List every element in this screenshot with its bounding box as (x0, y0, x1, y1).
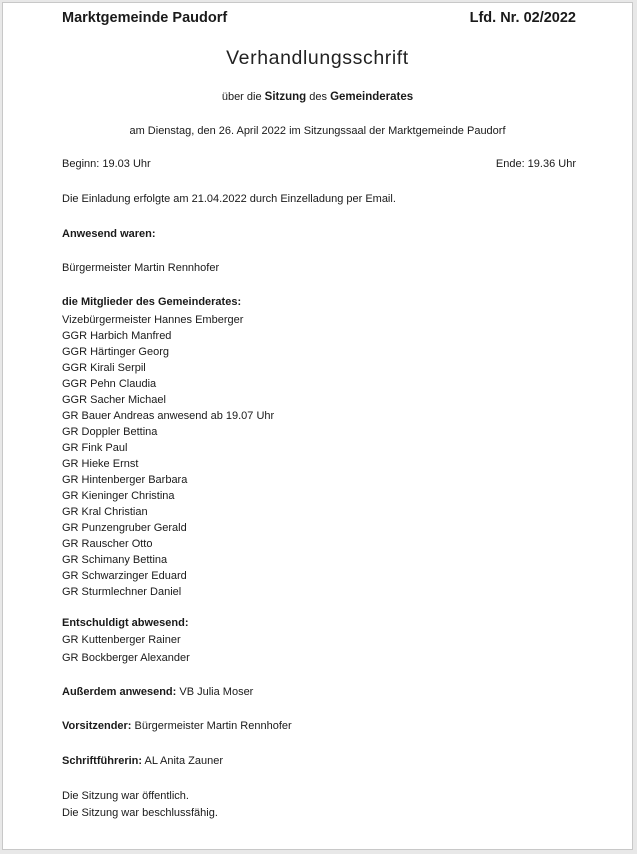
quorum-note: Die Sitzung war beschlussfähig. (62, 807, 218, 819)
document-page (2, 2, 633, 850)
member-item: GGR Sacher Michael (62, 394, 166, 406)
member-item: GR Doppler Bettina (62, 426, 158, 438)
member-item: Vizebürgermeister Hannes Emberger (62, 314, 244, 326)
member-item: GR Rauscher Otto (62, 538, 153, 550)
member-item: GR Sturmlechner Daniel (62, 586, 182, 598)
excused-item: GR Bockberger Alexander (62, 652, 190, 664)
present-heading: Anwesend waren: (62, 228, 156, 240)
document-title: Verhandlungsschrift (226, 47, 409, 69)
member-item: GR Bauer Andreas anwesend ab 19.07 Uhr (62, 410, 275, 422)
member-item: GR Schimany Bettina (62, 554, 168, 566)
subtitle-prefix: über die (221, 91, 262, 103)
member-item: GR Schwarzinger Eduard (62, 570, 187, 582)
members-list (62, 313, 274, 601)
member-item: GGR Pehn Claudia (62, 378, 157, 390)
member-item: GR Hintenberger Barbara (62, 474, 188, 486)
member-item: GR Kieninger Christina (62, 490, 175, 502)
subtitle-word-sitzung: Sitzung (264, 91, 307, 103)
reference-number: Lfd. Nr. 02/2022 (469, 10, 576, 26)
end-time: Ende: 19.36 Uhr (495, 158, 576, 170)
member-item: GR Punzengruber Gerald (62, 522, 187, 534)
public-note: Die Sitzung war öffentlich. (62, 790, 189, 802)
secretary-line (62, 754, 223, 768)
document-subtitle (3, 91, 632, 103)
member-item: GR Kral Christian (62, 506, 148, 518)
invitation-note: Die Einladung erfolgte am 21.04.2022 durch Einzelladung per Email. (62, 193, 396, 205)
session-date-location: am Dienstag, den 26. April 2022 im Sitzungssaal der Marktgemeinde Paudorf (129, 125, 506, 137)
also-present-line (62, 685, 253, 699)
secretary-value: AL Anita Zauner (144, 755, 223, 767)
member-item: GGR Harbich Manfred (62, 330, 172, 342)
chair-line (62, 719, 292, 733)
subtitle-middle: des (309, 91, 327, 103)
member-item: GR Hieke Ernst (62, 458, 139, 470)
chair-label: Vorsitzender: (62, 720, 132, 732)
excused-item: GR Kuttenberger Rainer (62, 634, 181, 646)
chair-value: Bürgermeister Martin Rennhofer (134, 720, 292, 732)
also-present-value: VB Julia Moser (179, 686, 254, 698)
mayor-name: Bürgermeister Martin Rennhofer (62, 262, 220, 274)
also-present-label: Außerdem anwesend: (62, 686, 177, 698)
excused-heading: Entschuldigt abwesend: (62, 617, 189, 629)
municipality-name: Marktgemeinde Paudorf (62, 10, 228, 26)
member-item: GR Fink Paul (62, 442, 128, 454)
member-item: GGR Härtinger Georg (62, 346, 169, 358)
member-item: GGR Kirali Serpil (62, 362, 146, 374)
subtitle-word-gemeinderates: Gemeinderates (330, 91, 414, 103)
members-heading: die Mitglieder des Gemeinderates: (62, 296, 242, 308)
secretary-label: Schriftführerin: (62, 755, 143, 767)
begin-time: Beginn: 19.03 Uhr (62, 158, 151, 170)
